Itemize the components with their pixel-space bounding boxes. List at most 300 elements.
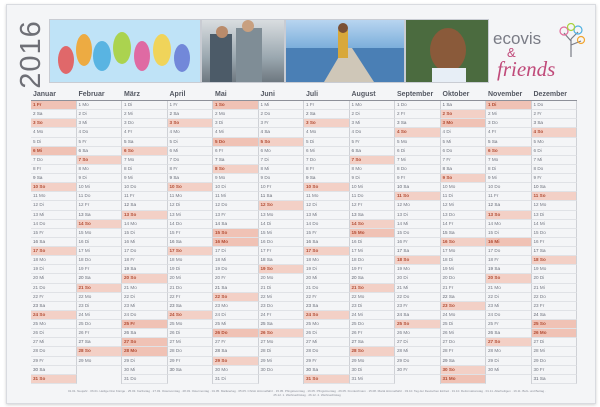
day-cell: 12 Fr	[77, 201, 123, 210]
day-cell: 26 Sa	[486, 329, 532, 338]
day-cell: 14 Fr	[441, 220, 487, 229]
day-cell: 4 Di	[441, 128, 487, 137]
day-cell: 18 Fr	[122, 256, 168, 265]
day-cell: 1 Fr	[304, 101, 350, 110]
day-cell: 25 Mi	[213, 320, 259, 329]
day-cell: 27 Mo	[259, 338, 305, 347]
day-cell: 30 Do	[259, 366, 305, 375]
day-cell: 5 So	[259, 138, 305, 147]
day-cell: 23 Sa	[31, 302, 77, 311]
day-cell: 29 Mo	[77, 357, 123, 366]
empty-cell	[395, 375, 441, 384]
day-cell: 16 So	[441, 238, 487, 247]
day-cell: 1 Mo	[77, 101, 123, 110]
day-cell: 27 Mi	[31, 338, 77, 347]
day-cell: 27 Do	[441, 338, 487, 347]
month-header: März	[122, 89, 168, 101]
day-cell: 16 Di	[350, 238, 396, 247]
day-cell: 28 So	[77, 347, 123, 356]
day-cell: 18 Mo	[304, 256, 350, 265]
day-cell: 24 Mi	[350, 311, 396, 320]
day-cell: 6 Sa	[77, 147, 123, 156]
day-cell: 10 So	[304, 183, 350, 192]
day-cell: 26 Mi	[441, 329, 487, 338]
day-cell: 11 Do	[350, 192, 396, 201]
day-cell: 23 Sa	[304, 302, 350, 311]
empty-cell	[77, 366, 123, 375]
day-cell: 8 Di	[486, 165, 532, 174]
day-cell: 26 Mo	[532, 329, 578, 338]
day-cell: 6 So	[122, 147, 168, 156]
day-cell: 28 Di	[259, 347, 305, 356]
day-cell: 15 Fr	[31, 229, 77, 238]
day-cell: 12 Mi	[441, 201, 487, 210]
day-cell: 25 Mo	[304, 320, 350, 329]
day-cell: 8 Fr	[168, 165, 214, 174]
day-cell: 3 Fr	[259, 119, 305, 128]
day-cell: 17 Fr	[259, 247, 305, 256]
day-cell: 4 Do	[77, 128, 123, 137]
day-cell: 27 Di	[395, 338, 441, 347]
day-cell: 14 Mo	[486, 220, 532, 229]
day-cell: 15 Di	[486, 229, 532, 238]
day-cell: 3 Mi	[77, 119, 123, 128]
month-column	[31, 89, 77, 384]
day-cell: 14 Do	[168, 220, 214, 229]
day-cell: 20 Fr	[213, 274, 259, 283]
day-cell: 24 Do	[486, 311, 532, 320]
day-cell: 4 Sa	[259, 128, 305, 137]
day-cell: 23 Mi	[486, 302, 532, 311]
day-cell: 20 So	[122, 274, 168, 283]
day-cell: 24 Di	[213, 311, 259, 320]
day-cell: 3 Di	[213, 119, 259, 128]
day-cell: 9 Di	[350, 174, 396, 183]
day-cell: 10 Do	[486, 183, 532, 192]
day-cell: 22 Do	[532, 293, 578, 302]
day-cell: 31 Mo	[441, 375, 487, 384]
day-cell: 4 Mo	[168, 128, 214, 137]
day-cell: 24 Fr	[259, 311, 305, 320]
day-cell: 25 Fr	[486, 320, 532, 329]
empty-cell	[77, 375, 123, 384]
photo-girl	[405, 19, 489, 83]
day-cell: 21 Do	[168, 284, 214, 293]
girl-image	[406, 20, 488, 82]
day-cell: 3 Sa	[395, 119, 441, 128]
day-cell: 23 Di	[77, 302, 123, 311]
day-cell: 26 Mo	[395, 329, 441, 338]
day-cell: 26 Fr	[350, 329, 396, 338]
day-cell: 17 So	[168, 247, 214, 256]
day-cell: 19 Di	[168, 265, 214, 274]
day-cell: 23 Fr	[532, 302, 578, 311]
day-cell: 6 Mi	[168, 147, 214, 156]
day-cell: 17 So	[31, 247, 77, 256]
day-cell: 7 Mi	[395, 156, 441, 165]
day-cell: 25 So	[395, 320, 441, 329]
day-cell: 22 Mo	[77, 293, 123, 302]
day-cell: 13 Mo	[259, 211, 305, 220]
day-cell: 30 Sa	[304, 366, 350, 375]
day-cell: 4 So	[395, 128, 441, 137]
day-cell: 11 So	[532, 192, 578, 201]
day-cell: 17 Do	[486, 247, 532, 256]
day-cell: 6 Mo	[259, 147, 305, 156]
day-cell: 25 Mo	[168, 320, 214, 329]
day-cell: 10 Do	[122, 183, 168, 192]
people-image	[202, 20, 284, 82]
day-cell: 4 Mo	[304, 128, 350, 137]
day-cell: 2 Sa	[304, 110, 350, 119]
day-cell: 30 Fr	[395, 366, 441, 375]
day-cell: 18 So	[395, 256, 441, 265]
day-cell: 2 Sa	[31, 110, 77, 119]
day-cell: 2 Mo	[213, 110, 259, 119]
day-cell: 5 Di	[304, 138, 350, 147]
day-cell: 18 So	[532, 256, 578, 265]
day-cell: 10 Fr	[259, 183, 305, 192]
day-cell: 13 Di	[395, 211, 441, 220]
day-cell: 15 Fr	[304, 229, 350, 238]
day-cell: 2 Do	[259, 110, 305, 119]
day-cell: 24 Mi	[77, 311, 123, 320]
day-cell: 21 So	[350, 284, 396, 293]
day-cell: 31 Mi	[350, 375, 396, 384]
brand-name: ecovis	[493, 29, 542, 48]
day-cell: 4 Mo	[31, 128, 77, 137]
day-cell: 27 Mi	[168, 338, 214, 347]
day-cell: 5 Mo	[395, 138, 441, 147]
day-cell: 4 So	[532, 128, 578, 137]
day-cell: 31 So	[304, 375, 350, 384]
day-cell: 16 Sa	[168, 238, 214, 247]
day-cell: 20 Sa	[77, 274, 123, 283]
day-cell: 26 Sa	[122, 329, 168, 338]
day-cell: 13 Sa	[350, 211, 396, 220]
day-cell: 21 Mo	[486, 284, 532, 293]
day-cell: 25 Do	[77, 320, 123, 329]
day-cell: 6 Di	[532, 147, 578, 156]
day-cell: 1 Do	[395, 101, 441, 110]
day-cell: 18 Do	[350, 256, 396, 265]
day-cell: 30 Di	[350, 366, 396, 375]
day-cell: 30 Fr	[532, 366, 578, 375]
day-cell: 28 So	[350, 347, 396, 356]
day-cell: 3 Mi	[350, 119, 396, 128]
day-cell: 13 Mi	[168, 211, 214, 220]
day-cell: 20 Mo	[259, 274, 305, 283]
month-header: Mai	[213, 89, 259, 101]
day-cell: 11 Mi	[213, 192, 259, 201]
day-cell: 28 Sa	[213, 347, 259, 356]
day-cell: 12 Mo	[395, 201, 441, 210]
day-cell: 18 Mo	[31, 256, 77, 265]
day-cell: 2 Di	[77, 110, 123, 119]
day-cell: 18 Mo	[168, 256, 214, 265]
day-cell: 29 Fr	[31, 357, 77, 366]
day-cell: 29 Do	[532, 357, 578, 366]
day-cell: 24 So	[168, 311, 214, 320]
day-cell: 8 Do	[532, 165, 578, 174]
month-header: Februar	[77, 89, 123, 101]
day-cell: 26 Di	[31, 329, 77, 338]
day-cell: 25 Sa	[259, 320, 305, 329]
day-cell: 3 Do	[486, 119, 532, 128]
day-cell: 9 So	[441, 174, 487, 183]
day-cell: 6 Mi	[31, 147, 77, 156]
day-cell: 5 Mo	[532, 138, 578, 147]
day-cell: 6 Do	[441, 147, 487, 156]
day-cell: 29 Fr	[168, 357, 214, 366]
day-cell: 8 Di	[122, 165, 168, 174]
day-cell: 1 Di	[486, 101, 532, 110]
day-cell: 1 Di	[122, 101, 168, 110]
day-cell: 10 Sa	[532, 183, 578, 192]
day-cell: 27 Fr	[213, 338, 259, 347]
brand-ampersand: &	[507, 45, 516, 60]
day-cell: 5 Di	[31, 138, 77, 147]
day-cell: 17 Sa	[532, 247, 578, 256]
day-cell: 11 Do	[77, 192, 123, 201]
day-cell: 15 Di	[122, 229, 168, 238]
brand-friends: friends	[497, 57, 556, 81]
day-cell: 7 Di	[259, 156, 305, 165]
day-cell: 19 Mo	[395, 265, 441, 274]
day-cell: 15 Mo	[77, 229, 123, 238]
day-cell: 12 Sa	[486, 201, 532, 210]
day-cell: 30 Sa	[31, 366, 77, 375]
month-column	[168, 89, 214, 384]
day-cell: 11 Di	[441, 192, 487, 201]
month-header: Oktober	[441, 89, 487, 101]
day-cell: 12 Mo	[532, 201, 578, 210]
day-cell: 9 Mo	[213, 174, 259, 183]
day-cell: 5 Fr	[77, 138, 123, 147]
day-cell: 15 Mi	[259, 229, 305, 238]
day-cell: 20 Di	[395, 274, 441, 283]
day-cell: 16 Mi	[122, 238, 168, 247]
day-cell: 6 Mi	[304, 147, 350, 156]
day-cell: 14 So	[350, 220, 396, 229]
day-cell: 29 Di	[486, 357, 532, 366]
day-cell: 11 Mo	[31, 192, 77, 201]
day-cell: 2 Mi	[122, 110, 168, 119]
day-cell: 8 Do	[395, 165, 441, 174]
day-cell: 18 Fr	[486, 256, 532, 265]
day-cell: 14 Mo	[122, 220, 168, 229]
day-cell: 21 Mi	[532, 284, 578, 293]
month-header: Juni	[259, 89, 305, 101]
day-cell: 2 Sa	[168, 110, 214, 119]
day-cell: 25 Mo	[31, 320, 77, 329]
day-cell: 7 Mo	[486, 156, 532, 165]
day-cell: 16 Mi	[486, 238, 532, 247]
day-cell: 13 Mi	[31, 211, 77, 220]
day-cell: 31 So	[31, 375, 77, 384]
day-cell: 12 Di	[304, 201, 350, 210]
day-cell: 22 Di	[486, 293, 532, 302]
day-cell: 19 Mi	[441, 265, 487, 274]
day-cell: 11 Fr	[122, 192, 168, 201]
day-cell: 31 Sa	[532, 375, 578, 384]
day-cell: 6 So	[486, 147, 532, 156]
day-cell: 7 Do	[304, 156, 350, 165]
day-cell: 1 Mi	[259, 101, 305, 110]
empty-cell	[486, 375, 532, 384]
day-cell: 12 Di	[168, 201, 214, 210]
day-cell: 15 Fr	[168, 229, 214, 238]
day-cell: 28 Mo	[122, 347, 168, 356]
day-cell: 1 Mo	[350, 101, 396, 110]
day-cell: 3 Sa	[532, 119, 578, 128]
day-cell: 17 Mo	[441, 247, 487, 256]
day-cell: 17 Do	[122, 247, 168, 256]
day-cell: 16 Fr	[395, 238, 441, 247]
day-cell: 27 So	[122, 338, 168, 347]
day-cell: 9 Do	[259, 174, 305, 183]
day-cell: 28 Mi	[395, 347, 441, 356]
day-cell: 6 Sa	[350, 147, 396, 156]
day-cell: 24 Sa	[532, 311, 578, 320]
ecovis-friends-logo	[493, 23, 589, 83]
day-cell: 29 Do	[395, 357, 441, 366]
empty-cell	[259, 375, 305, 384]
day-cell: 12 So	[259, 201, 305, 210]
day-cell: 11 Mo	[168, 192, 214, 201]
day-cell: 27 So	[486, 338, 532, 347]
day-cell: 27 Sa	[350, 338, 396, 347]
day-cell: 2 Di	[350, 110, 396, 119]
day-cell: 21 Mi	[395, 284, 441, 293]
day-cell: 19 Fr	[350, 265, 396, 274]
day-cell: 1 So	[213, 101, 259, 110]
day-cell: 19 Di	[304, 265, 350, 274]
day-cell: 13 So	[486, 211, 532, 220]
day-cell: 7 Sa	[213, 156, 259, 165]
day-cell: 15 So	[213, 229, 259, 238]
day-cell: 21 Fr	[441, 284, 487, 293]
day-cell: 23 Fr	[395, 302, 441, 311]
day-cell: 1 Fr	[31, 101, 77, 110]
day-cell: 23 Sa	[168, 302, 214, 311]
day-cell: 22 So	[213, 293, 259, 302]
day-cell: 20 Di	[532, 274, 578, 283]
day-cell: 20 Sa	[350, 274, 396, 283]
day-cell: 23 So	[441, 302, 487, 311]
day-cell: 3 So	[304, 119, 350, 128]
day-cell: 23 Di	[350, 302, 396, 311]
day-cell: 19 Sa	[486, 265, 532, 274]
day-cell: 7 Mi	[532, 156, 578, 165]
day-cell: 8 Fr	[304, 165, 350, 174]
day-cell: 29 Sa	[441, 357, 487, 366]
day-cell: 13 Sa	[77, 211, 123, 220]
day-cell: 19 Do	[213, 265, 259, 274]
day-cell: 9 Mi	[122, 174, 168, 183]
day-cell: 21 So	[77, 284, 123, 293]
month-header: November	[486, 89, 532, 101]
day-cell: 9 Di	[77, 174, 123, 183]
day-cell: 22 Sa	[441, 293, 487, 302]
day-cell: 4 Fr	[122, 128, 168, 137]
day-cell: 7 Mo	[122, 156, 168, 165]
day-cell: 20 Do	[441, 274, 487, 283]
day-cell: 9 Sa	[31, 174, 77, 183]
day-cell: 22 Do	[395, 293, 441, 302]
day-cell: 20 Mi	[168, 274, 214, 283]
day-cell: 2 Fr	[532, 110, 578, 119]
day-cell: 3 So	[168, 119, 214, 128]
day-cell: 4 Do	[350, 128, 396, 137]
day-cell: 17 Sa	[395, 247, 441, 256]
day-cell: 10 Sa	[395, 183, 441, 192]
day-cell: 10 Mi	[77, 183, 123, 192]
day-cell: 4 Fr	[486, 128, 532, 137]
day-cell: 3 Do	[122, 119, 168, 128]
painted-hands-image	[50, 20, 200, 82]
month-header: Januar	[31, 89, 77, 101]
day-cell: 26 So	[259, 329, 305, 338]
day-cell: 15 Mo	[350, 229, 396, 238]
month-column	[532, 89, 578, 384]
day-cell: 24 Sa	[395, 311, 441, 320]
month-column	[122, 89, 168, 384]
day-cell: 24 Mo	[441, 311, 487, 320]
day-cell: 4 Mi	[213, 128, 259, 137]
day-cell: 15 Sa	[441, 229, 487, 238]
day-cell: 14 So	[77, 220, 123, 229]
month-column	[304, 89, 350, 384]
day-cell: 13 Mi	[304, 211, 350, 220]
day-cell: 12 Sa	[122, 201, 168, 210]
day-cell: 22 Mi	[259, 293, 305, 302]
day-cell: 3 Mo	[441, 119, 487, 128]
day-cell: 16 Sa	[304, 238, 350, 247]
month-column	[350, 89, 396, 384]
day-cell: 17 So	[304, 247, 350, 256]
day-cell: 16 Mo	[213, 238, 259, 247]
month-column	[77, 89, 123, 384]
day-cell: 30 Mo	[213, 366, 259, 375]
day-cell: 13 So	[122, 211, 168, 220]
day-cell: 10 Mo	[441, 183, 487, 192]
day-cell: 13 Fr	[213, 211, 259, 220]
day-cell: 18 Di	[441, 256, 487, 265]
month-header: September	[395, 89, 441, 101]
day-cell: 19 Di	[31, 265, 77, 274]
day-cell: 27 Sa	[77, 338, 123, 347]
day-cell: 6 Di	[395, 147, 441, 156]
day-cell: 3 So	[31, 119, 77, 128]
day-cell: 5 Fr	[350, 138, 396, 147]
day-cell: 7 So	[77, 156, 123, 165]
day-cell: 22 Fr	[168, 293, 214, 302]
day-cell: 21 Do	[31, 284, 77, 293]
day-cell: 13 Do	[441, 211, 487, 220]
day-cell: 11 Fr	[486, 192, 532, 201]
day-cell: 28 Do	[31, 347, 77, 356]
day-cell: 29 Mi	[259, 357, 305, 366]
month-column	[395, 89, 441, 384]
photo-people	[201, 19, 285, 83]
month-column	[213, 89, 259, 384]
day-cell: 21 Di	[259, 284, 305, 293]
day-cell: 31 Do	[122, 375, 168, 384]
day-cell: 28 Do	[304, 347, 350, 356]
day-cell: 8 Fr	[31, 165, 77, 174]
day-cell: 21 Do	[304, 284, 350, 293]
